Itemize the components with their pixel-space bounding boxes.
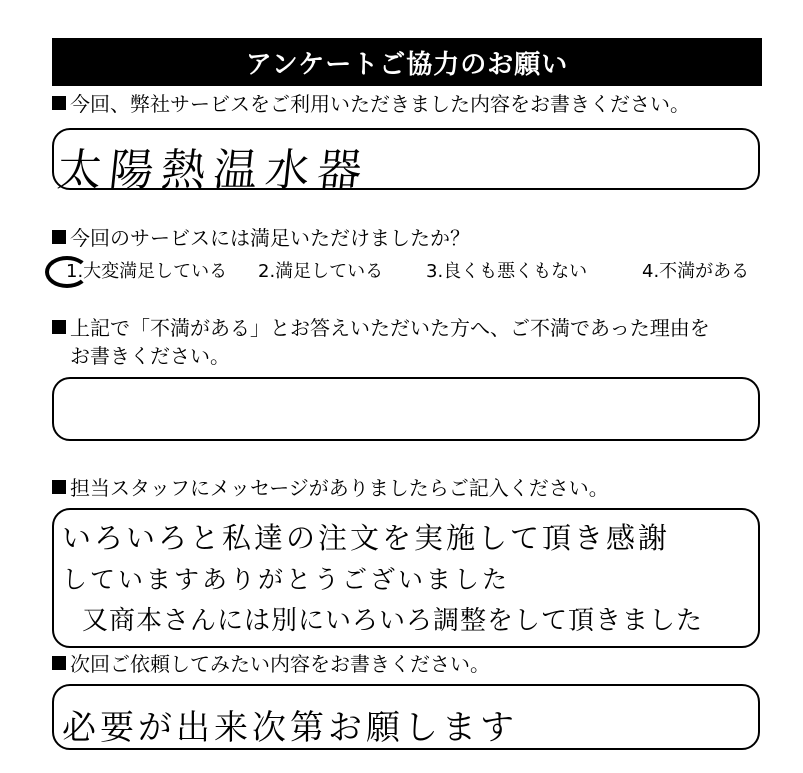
question-5 — [52, 650, 490, 678]
answer-box-1[interactable] — [52, 128, 760, 196]
option-very-satisfied[interactable]: 1.大変満足している — [66, 261, 228, 282]
question-4-label: 担当スタッフにメッセージがありましたらご記入ください。 — [70, 476, 609, 500]
question-3-label-line-2: お書きください。 — [70, 344, 230, 368]
question-3-line-2 — [70, 342, 230, 370]
square-bullet-icon — [52, 230, 66, 244]
answer-5-handwriting: 必要が出来次第お願します — [62, 708, 518, 748]
satisfaction-options — [52, 258, 772, 286]
option-neutral[interactable]: 3.良くも悪くもない — [426, 261, 588, 282]
question-1-label: 今回、弊社サービスをご利用いただきました内容をお書きください。 — [70, 92, 690, 116]
question-3 — [52, 314, 710, 342]
question-2-label: 今回のサービスには満足いただけましたか？ — [70, 226, 470, 250]
question-5-label: 次回ご依頼してみたい内容をお書きください。 — [70, 652, 490, 676]
answer-4-line-1: いろいろと私達の注文を実施して頂き感謝 — [62, 521, 671, 555]
option-dissatisfied[interactable]: 4.不満がある — [642, 261, 750, 282]
answer-4-line-3: 又商本さんには別にいろいろ調整をして頂きました — [82, 606, 704, 636]
survey-title-banner — [52, 38, 762, 86]
answer-box-3[interactable] — [52, 377, 760, 441]
question-2 — [52, 224, 470, 252]
option-satisfied[interactable]: 2.満足している — [258, 261, 384, 282]
answer-4-line-2: していますありがとうございました — [62, 565, 511, 594]
square-bullet-icon — [52, 96, 66, 110]
answer-box-4[interactable] — [52, 508, 760, 648]
selected-circle-mark — [45, 256, 89, 288]
answer-1-handwriting: 太陽熱温水器 — [54, 145, 373, 196]
square-bullet-icon — [52, 656, 66, 670]
question-3-label-line-1: 上記で「不満がある」とお答えいただいた方へ、ご不満であった理由を — [70, 316, 710, 340]
question-4 — [52, 474, 609, 502]
question-1 — [52, 90, 690, 118]
survey-title: アンケートご協力のお願い — [245, 49, 569, 80]
square-bullet-icon — [52, 320, 66, 334]
square-bullet-icon — [52, 480, 66, 494]
answer-box-5[interactable] — [52, 684, 760, 750]
